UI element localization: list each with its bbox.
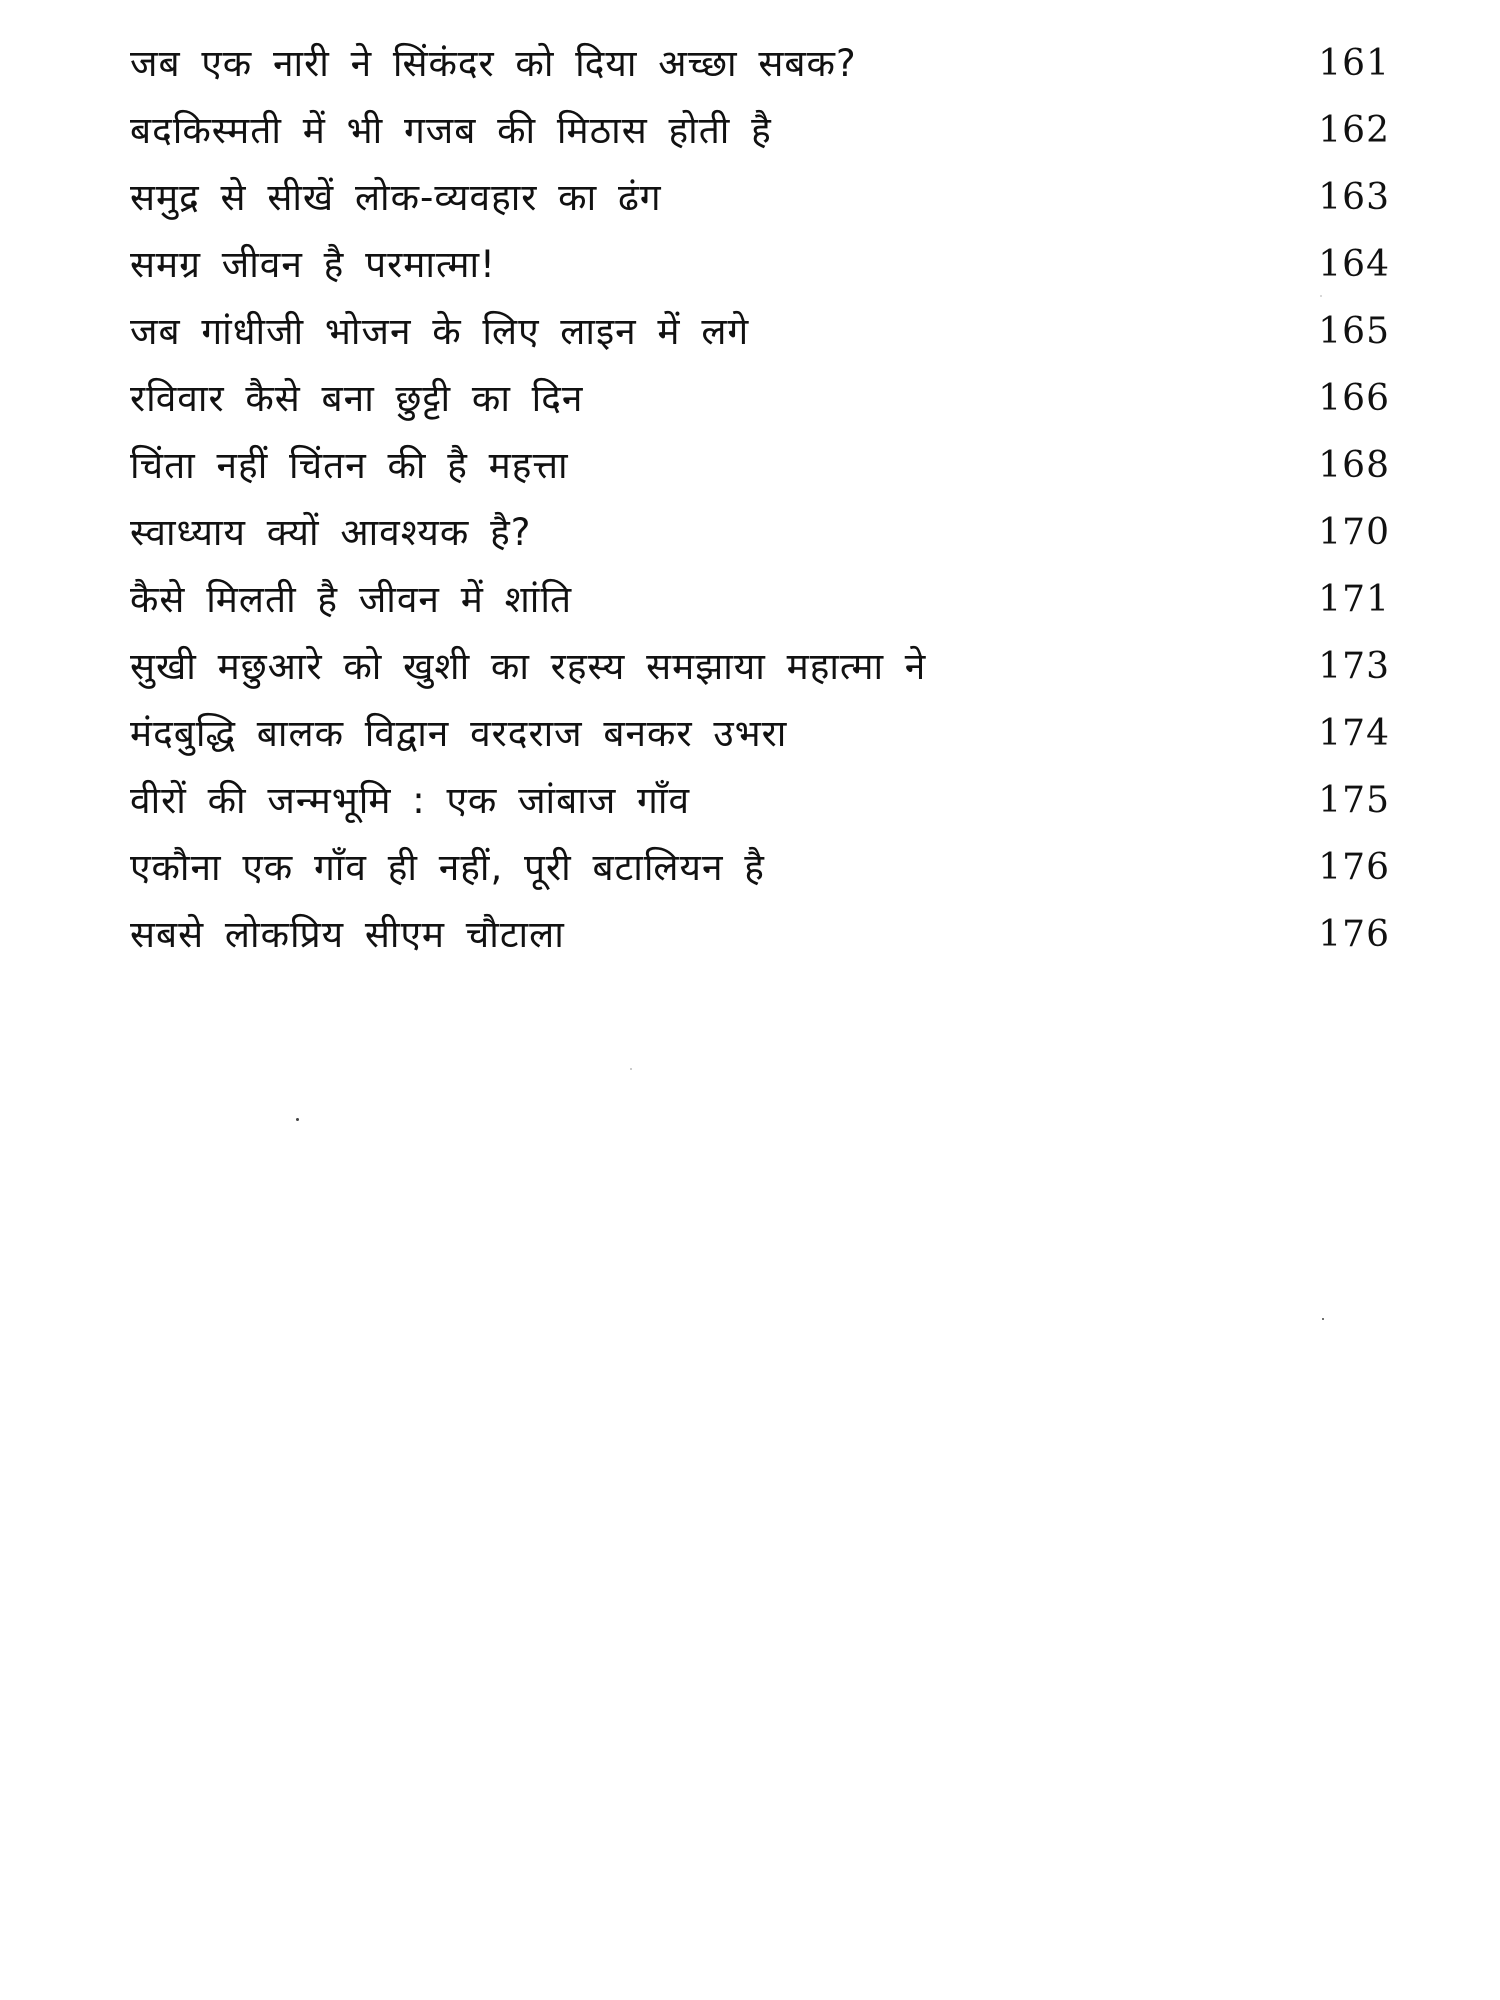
toc-entry	[130, 365, 1390, 432]
toc-entry-page-number: 168	[1318, 445, 1390, 486]
toc-entry-title: कैसे मिलती है जीवन में शांति	[130, 578, 573, 621]
toc-entry-page-number: 171	[1318, 579, 1390, 620]
toc-entry	[130, 432, 1390, 499]
scan-speck	[630, 1068, 632, 1070]
toc-entry	[130, 633, 1390, 700]
toc-entry-title: वीरों की जन्मभूमि : एक जांबाज गाँव	[130, 779, 691, 822]
toc-entry	[130, 231, 1390, 298]
toc-entry-title: स्वाध्याय क्यों आवश्यक है?	[130, 511, 532, 554]
toc-entry	[130, 566, 1390, 633]
toc-entry-page-number: 173	[1318, 646, 1390, 687]
toc-entry-page-number: 176	[1318, 914, 1390, 955]
toc-entry-page-number: 162	[1318, 110, 1390, 151]
toc-entry	[130, 97, 1390, 164]
toc-entry-title: जब गांधीजी भोजन के लिए लाइन में लगे	[130, 310, 750, 353]
toc-entry	[130, 499, 1390, 566]
table-of-contents	[130, 30, 1390, 968]
toc-entry	[130, 767, 1390, 834]
toc-entry-title: सबसे लोकप्रिय सीएम चौटाला	[130, 913, 565, 956]
toc-entry-page-number: 165	[1318, 311, 1390, 352]
toc-entry-title: जब एक नारी ने सिंकंदर को दिया अच्छा सबक?	[130, 42, 857, 85]
toc-entry-title: रविवार कैसे बना छुट्टी का दिन	[130, 377, 584, 420]
toc-entry	[130, 164, 1390, 231]
toc-entry-page-number: 174	[1318, 713, 1390, 754]
toc-entry-title: समग्र जीवन है परमात्मा!	[130, 243, 496, 286]
toc-entry	[130, 30, 1390, 97]
toc-entry-page-number: 161	[1318, 43, 1390, 84]
toc-entry	[130, 700, 1390, 767]
toc-entry-title: एकौना एक गाँव ही नहीं, पूरी बटालियन है	[130, 846, 765, 889]
toc-entry-page-number: 175	[1318, 780, 1390, 821]
scan-speck	[1320, 295, 1322, 297]
toc-entry-title: बदकिस्मती में भी गजब की मिठास होती है	[130, 109, 772, 152]
toc-entry-page-number: 166	[1318, 378, 1390, 419]
toc-entry-title: मंदबुद्धि बालक विद्वान वरदराज बनकर उभरा	[130, 712, 788, 755]
scan-speck	[1322, 1318, 1324, 1320]
toc-entry	[130, 834, 1390, 901]
toc-entry-title: सुखी मछुआरे को खुशी का रहस्य समझाया महात्मा ने	[130, 645, 927, 688]
toc-entry-page-number: 163	[1318, 177, 1390, 218]
toc-entry-page-number: 176	[1318, 847, 1390, 888]
toc-entry-title: समुद्र से सीखें लोक-व्यवहार का ढंग	[130, 176, 662, 219]
toc-entry-page-number: 170	[1318, 512, 1390, 553]
scan-speck	[296, 1118, 299, 1121]
toc-entry-page-number: 164	[1318, 244, 1390, 285]
toc-entry-title: चिंता नहीं चिंतन की है महत्ता	[130, 444, 569, 487]
toc-entry	[130, 901, 1390, 968]
toc-entry	[130, 298, 1390, 365]
